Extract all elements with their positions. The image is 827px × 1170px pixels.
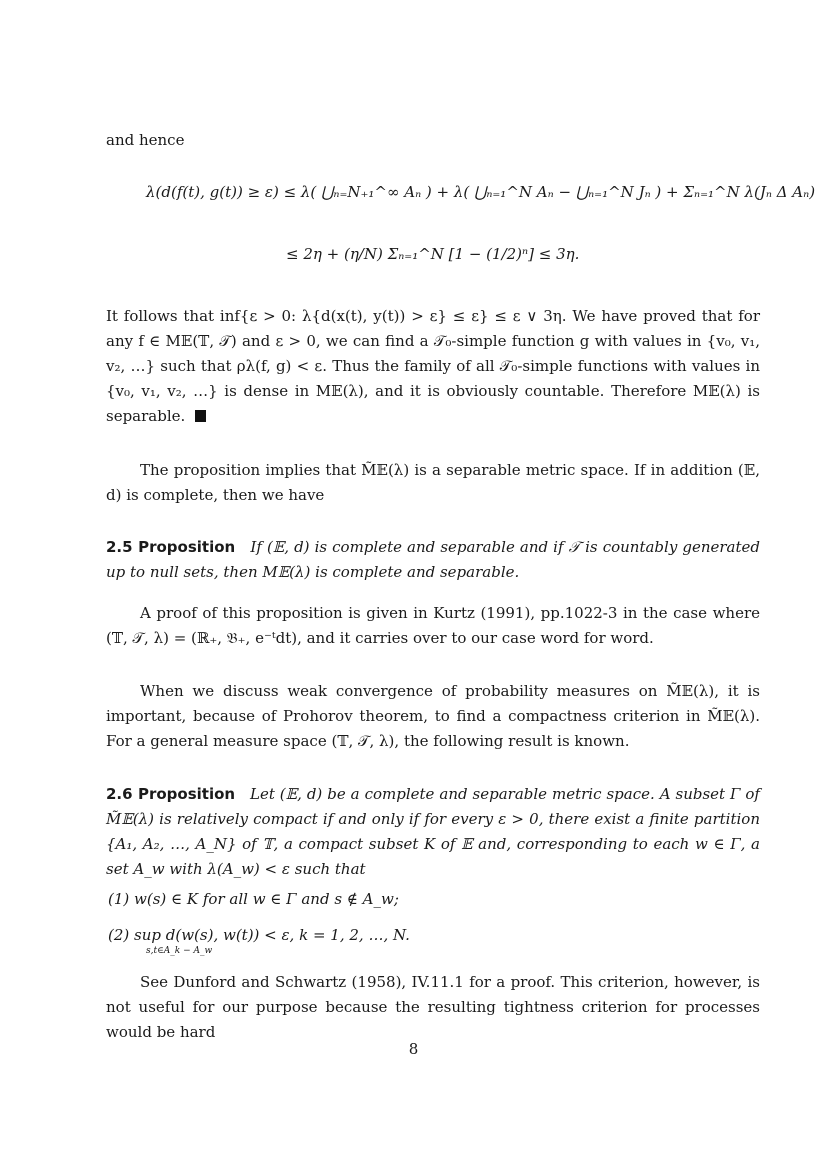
paragraph-proof-text: It follows that inf{ε > 0: λ{d(x(t), y(t)) > ε} ≤ ε} ≤ ε ∨ 3η. We have proved that for any f ∈ M𝔼(𝕋, 𝒯) and ε > 0, we can find a 𝒯₀-simple function g with values in {v₀, v₁, v₂, …} such that ρλ(f, g) < ε. Thus the family of all 𝒯₀-simple functions with values in {v₀, v₁, v₂, …} is dense in M𝔼(λ), and it is obviously countable. Therefore M𝔼(λ) is separable.	[106, 307, 760, 425]
page-number: 8	[408, 1040, 419, 1058]
condition-1: (1) w(s) ∈ K for all w ∈ Γ and s ∉ A_w;	[108, 890, 399, 908]
intro-text: and hence	[106, 131, 185, 149]
condition-2-subscript: s,t∈A_k − A_w	[146, 946, 213, 956]
paragraph-dunford: See Dunford and Schwartz (1958), IV.11.1 for a proof. This criterion, however, is not useful for our purpose because the resulting tightness criterion for processes would be hard	[106, 973, 760, 1041]
proposition-2-6-text: Let (𝔼, d) be a complete and separable metric space. A subset Γ of M̃𝔼(λ) is relatively compact if and only if for every ε > 0, there exist a finite partition {A₁, A₂, …, A_N} of 𝕋, a compact subset K of 𝔼 and, corresponding to each w ∈ Γ, a set A_w with λ(A_w) < ε such that	[106, 785, 760, 878]
qed-icon	[195, 410, 206, 422]
paragraph-implication: The proposition implies that M̃𝔼(λ) is a separable metric space. If in addition (𝔼, d) is complete, then we have	[106, 461, 760, 504]
proposition-2-6	[106, 782, 760, 882]
paragraph-kurtz: A proof of this proposition is given in Kurtz (1991), pp.1022-3 in the case where (𝕋, 𝒯, λ) = (ℝ₊, 𝔅₊, e⁻ᵗdt), and it carries over to our case word for word.	[106, 604, 760, 647]
condition-2: (2) sup d(w(s), w(t)) < ε, k = 1, 2, …, N.	[108, 926, 410, 944]
proposition-2-6-title: 2.6 Proposition	[106, 785, 236, 803]
paragraph-weak-convergence: When we discuss weak convergence of probability measures on M̃𝔼(λ), it is important, because of Prohorov theorem, to find a compactness criterion in M̃𝔼(λ). For a general measure space (𝕋, 𝒯, λ), the following result is known.	[106, 682, 760, 750]
equation-line-1: λ(d(f(t), g(t)) ≥ ε) ≤ λ( ⋃ₙ₌N₊₁^∞ Aₙ ) + λ( ⋃ₙ₌₁^N Aₙ − ⋃ₙ₌₁^N Jₙ ) + Σₙ₌₁^N λ(Jₙ Δ Aₙ)	[146, 183, 816, 201]
proposition-2-5	[106, 535, 760, 585]
proposition-2-5-text: If (𝔼, d) is complete and separable and if 𝒯 is countably generated up to null sets, then M𝔼(λ) is complete and separable.	[106, 538, 760, 581]
equation-line-2: ≤ 2η + (η/N) Σₙ₌₁^N [1 − (1/2)ⁿ] ≤ 3η.	[286, 245, 580, 263]
paragraph-proof	[106, 304, 760, 429]
proposition-2-5-title: 2.5 Proposition	[106, 538, 236, 556]
